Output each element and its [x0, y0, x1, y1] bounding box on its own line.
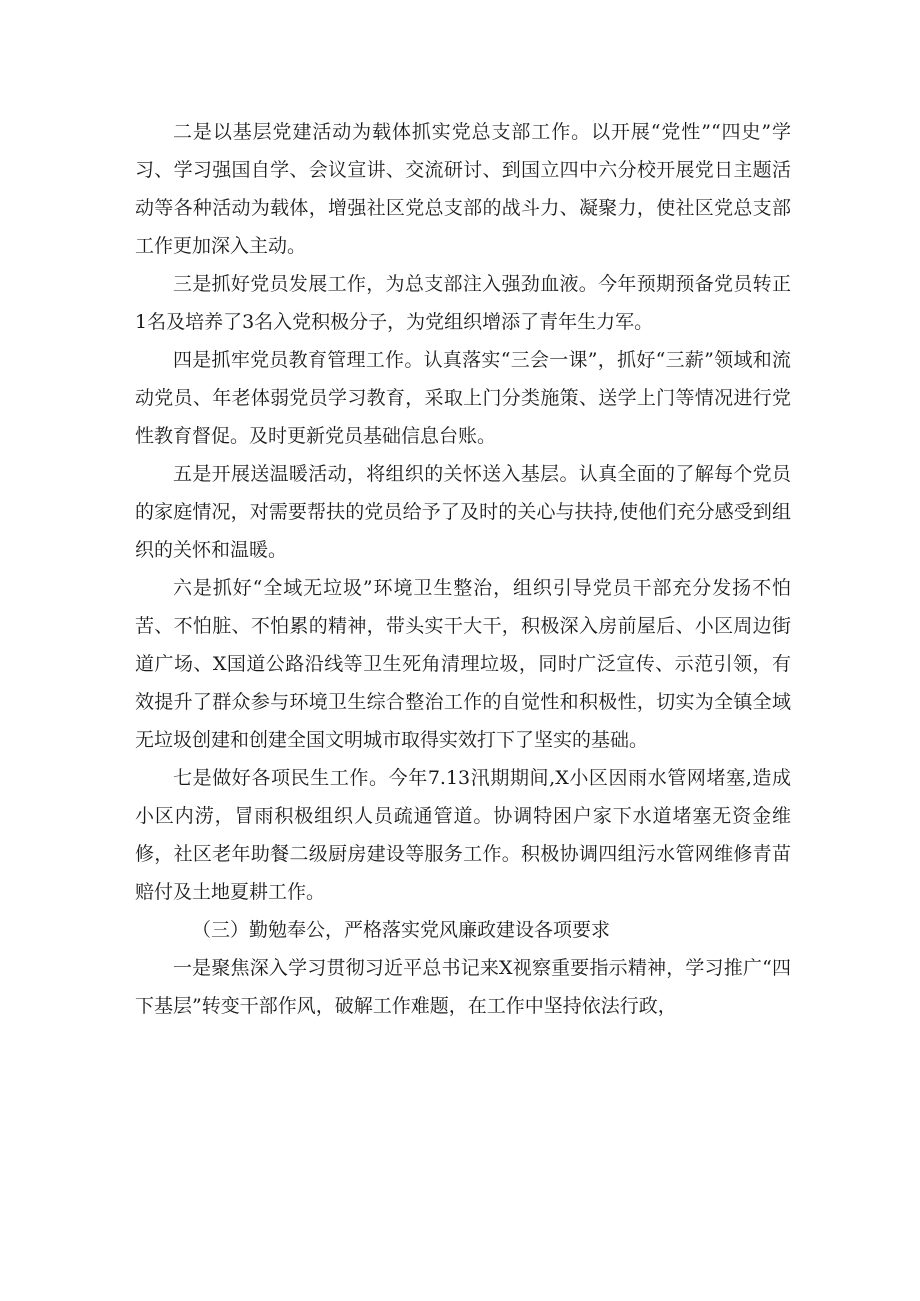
paragraph-study-guidance: 一是聚焦深入学习贯彻习近平总书记来X视察重要指示精神，学习推广“四下基层”转变干部作风，破解工作难题，在工作中坚持依法行政，	[135, 957, 791, 1017]
paragraph-environment-cleanup: 六是抓好“全域无垃圾”环境卫生整治，组织引导党员干部充分发扬不怕苦、不怕脏、不怕累的精神，带头实干大干，积极深入房前屋后、小区周边街道广场、X国道公路沿线等卫生死角清理垃圾，同时广泛宣传、示范引领，有效提升了群众参与环境卫生综合整治工作的自觉性和积极性，切实为全镇全域无垃圾创建和创建全国文明城市取得实效打下了坚实的基础。	[135, 577, 791, 751]
paragraph-livelihood-work: 七是做好各项民生工作。今年7.13汛期期间,X小区因雨水管网堵塞,造成小区内涝，冒雨积极组织人员疏通管道。协调特困户家下水道堵塞无资金维修，社区老年助餐二级厨房建设等服务工作。积极协调四组污水管网维修青苗赔付及土地夏耕工作。	[135, 767, 791, 903]
paragraph-member-education: 四是抓牢党员教育管理工作。认真落实“三会一课”，抓好“三薪”领域和流动党员、年老体弱党员学习教育，采取上门分类施策、送学上门等情况进行党性教育督促。及时更新党员基础信息台账。	[135, 349, 791, 447]
paragraph-warmth-activities: 五是开展送温暖活动，将组织的关怀送入基层。认真全面的了解每个党员的家庭情况，对需要帮扶的党员给予了及时的关心与扶持,使他们充分感受到组织的关怀和温暖。	[135, 463, 791, 561]
document-body	[135, 113, 791, 1025]
paragraph-member-development: 三是抓好党员发展工作，为总支部注入强劲血液。今年预期预备党员转正1名及培养了3名入党积极分子，为党组织增添了青年生力军。	[135, 273, 791, 333]
section-heading: （三）勤勉奉公，严格落实党风廉政建设各项要求	[192, 919, 611, 941]
paragraph-party-activities: 二是以基层党建活动为载体抓实党总支部工作。以开展“党性”“四史”学习、学习强国自学、会议宣讲、交流研讨、到国立四中六分校开展党日主题活动等各种活动为载体，增强社区党总支部的战斗力、凝聚力，使社区党总支部工作更加深入主动。	[135, 121, 791, 257]
